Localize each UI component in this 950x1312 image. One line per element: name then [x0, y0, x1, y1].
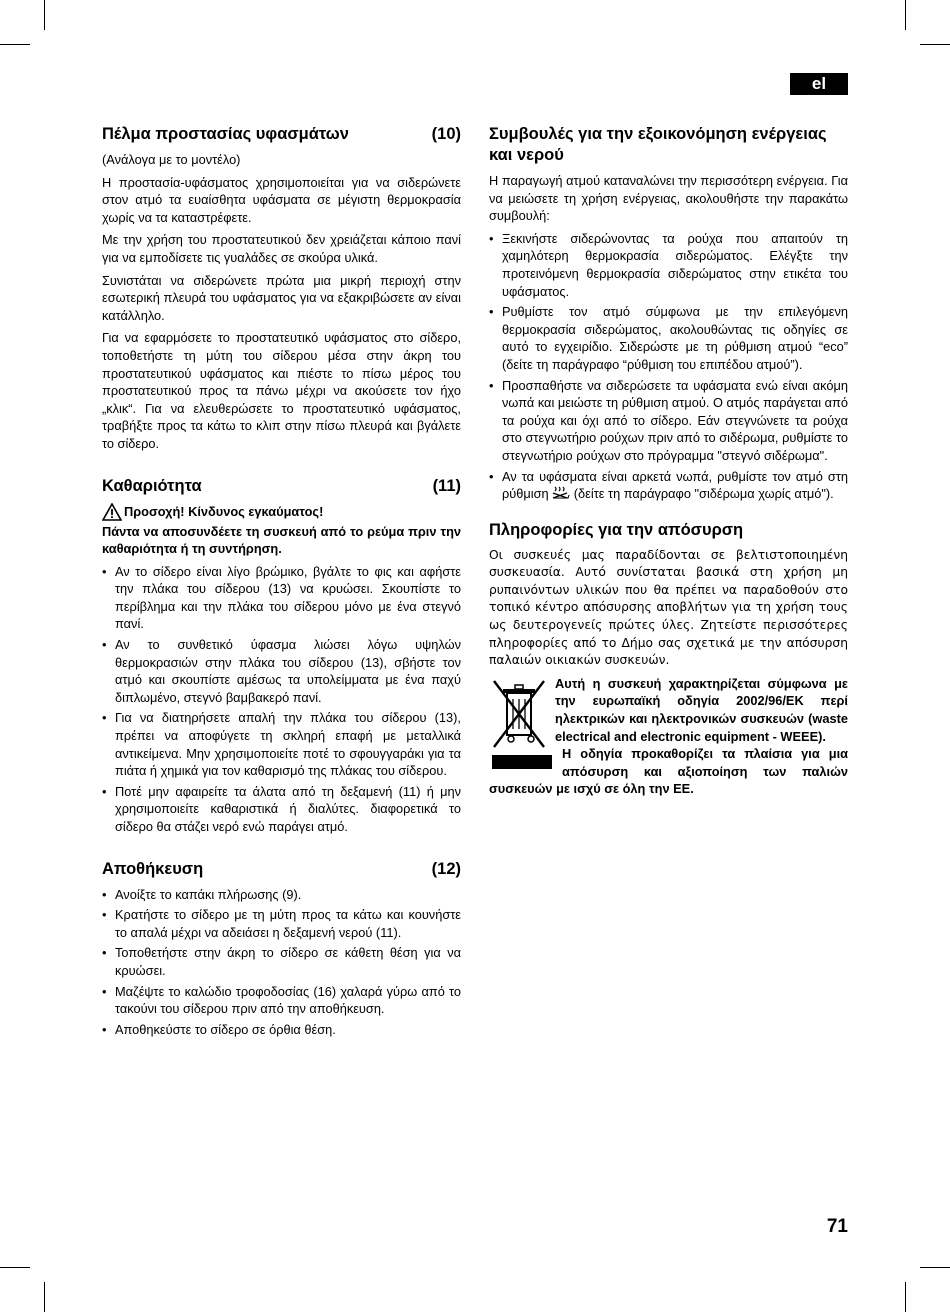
list-item-text: (δείτε τη παράγραφο "σιδέρωμα χωρίς ατμό").: [573, 486, 834, 502]
section-heading-storage: [102, 859, 461, 880]
section-number: (11): [432, 476, 461, 495]
list-item: • Ρυθμίστε τον ατμό σύμφωνα με την επιλεγόμενη θερμοκρασία σιδερώματος, ακολουθώντας τις οδηγίες σε αυτό το εγχειρίδιο. Σιδερώστε με τη ρύθμιση ατμού “eco” (δείτε τη παράγραφο “ρύθμιση του επιπέδου ατμού”).: [489, 303, 848, 373]
energy-list: [489, 230, 848, 503]
section-heading-disposal: [489, 520, 848, 541]
warning-line: [102, 503, 461, 521]
list-item: [489, 468, 848, 503]
section-heading-fabric-protector: [102, 124, 461, 145]
section-number: (12): [431, 859, 461, 878]
left-column: [102, 124, 461, 1043]
spacer: [102, 458, 461, 476]
weee-notice: [489, 675, 848, 798]
warning-triangle-icon: [102, 503, 122, 521]
paragraph: Με την χρήση του προστατευτικού δεν χρειάζεται κάποιο πανί για να εμποδίσετε τις γυαλάδες σε σκούρα υλικά.: [102, 232, 461, 265]
section-title: Καθαριότητα: [102, 476, 202, 495]
list-item: • Ξεκινήστε σιδερώνοντας τα ρούχα που απαιτούν τη χαμηλότερη θερμοκρασία σιδερώματος. Ελέγξτε την προτεινόμενη θερμοκρασία σιδερώματος στην ετικέτα του υφάσματος.: [489, 230, 848, 300]
weee-text: Αυτή η συσκευή χαρακτηρίζεται σύμφωνα με την ευρωπαϊκή οδηγία 2002/96/ΕΚ περί ηλεκτρικών και ηλεκτρονικών συσκευών (waste electrical and electronic equipment - WEEE).: [555, 675, 848, 744]
crop-mark: [44, 0, 45, 30]
list-item-text: Αν τα υφάσματα είναι αρκετά νωπά, ρυθμίστε τον ατμό στη ρύθμιση: [502, 468, 848, 502]
paragraph: Οι συσκευές μας παραδίδονται σε βελτιστοποιημένη συσκευασία. Αυτό συνίσταται βασικά στη χρήση μη ρυπαινόντων υλικών που θα πρέπει να παραδοθούν στο τοπικό κέντρο απόσυρσης αποβλήτων για τη χρήση τους ως δευτερογενείς πρώτες ύλες. Ζητείστε περισσότερες πληροφορίες από το Δήμο σας σχετικά με την απόσυρση παλαιών οικιακών συσκευών.: [489, 547, 848, 668]
section-title: Αποθήκευση: [102, 859, 204, 878]
paragraph: Η παραγωγή ατμού καταναλώνει την περισσότερη ενέργεια. Για να μειώσετε τη χρήση ενέργειας, ακολουθήστε την παρακάτω συμβουλή:: [489, 173, 848, 224]
list-item: • Ποτέ μην αφαιρείτε τα άλατα από τη δεξαμενή (11) ή μην χρησιμοποιείτε καθαριστικά ή διαλύτες. διαφορετικά το σίδερο θα στάζει νερό ενώ παράγει ατμό.: [102, 783, 461, 836]
crop-mark: [905, 0, 906, 30]
storage-list: [102, 886, 461, 1039]
crop-mark: [920, 44, 950, 45]
spacer: [102, 841, 461, 859]
paragraph: Η προστασία-υφάσματος χρησιμοποιείται για να σιδερώνετε στον ατμό τα ευαίσθητα υφάσματα σε μέγιστη θερμοκρασία χωρίς να τα καταστρέφετε.: [102, 174, 461, 225]
paragraph: (Ανάλογα με το μοντέλο): [102, 152, 241, 167]
list-item: • Αποθηκεύστε το σίδερο σε όρθια θέση.: [102, 1021, 461, 1039]
crop-mark: [905, 1282, 906, 1312]
crop-mark: [920, 1267, 950, 1268]
crop-mark: [44, 1282, 45, 1312]
section-title: Πέλμα προστασίας υφασμάτων: [102, 125, 349, 143]
section-title: Συμβουλές για την εξοικονόμηση ενέργειας και νερού: [489, 125, 827, 164]
list-item: • Αν το σίδερο είναι λίγο βρώμικο, βγάλτε το φις και αφήστε την πλάκα του σίδερου (13) να κρυώσει. Σκουπίστε το περίβλημα και την πλάκα του σίδερου μόνο με ένα στεγνό πανί.: [102, 563, 461, 633]
list-item: • Τοποθετήστε στην άκρη το σίδερο σε κάθετη θέση για να κρυώσει.: [102, 944, 461, 979]
paragraph: Συνιστάται να σιδερώνετε πρώτα μια μικρή περιοχή στην εσωτερική πλευρά του υφάσματος για να εξακριβώσετε αν είναι κατάλληλο.: [102, 272, 461, 323]
page-number: 71: [826, 1216, 848, 1237]
crossed-out-bin-icon: [491, 677, 547, 751]
list-item: • Προσπαθήστε να σιδερώσετε τα υφάσματα ενώ είναι ακόμη νωπά και μειώστε τη ρύθμιση ατμού. Ο ατμός παράγεται από τα ρούχα και όχι από το σίδερο. Εάν στεγνώνετε τα ρούχα στο στεγνωτήριο ρούχων πριν από το σιδέρωμα, ρυθμίστε το στεγνωτήριο ρούχων στο πρόγραμμα "στεγνό σιδέρωμα".: [489, 377, 848, 465]
no-steam-icon: [552, 486, 570, 499]
section-title: Πληροφορίες για την απόσυρση: [489, 520, 744, 539]
right-column: [489, 124, 848, 798]
language-badge: el: [790, 73, 848, 95]
warning-text: Προσοχή! Κίνδυνος εγκαύματος!: [124, 503, 324, 519]
list-item: • Κρατήστε το σίδερο με τη μύτη προς τα κάτω και κουνήστε το απαλά μέχρι να αδειάσει η δεξαμενή νερού (11).: [102, 906, 461, 941]
section-heading-energy-tips: [489, 124, 848, 166]
black-bar: [492, 755, 552, 769]
section-number: (10): [431, 125, 461, 143]
spacer: [489, 508, 848, 520]
list-item: • Για να διατηρήσετε απαλή την πλάκα του σίδερου (13), πρέπει να αποφύγετε τη σκληρή επαφή με μεταλλικά αντικείμενα. Μην χρησιμοποιείτε ποτέ το σφουγγαράκι για τα πιάτα ή χημικά για τον καθαρισμό της πλάκας του σίδερου.: [102, 709, 461, 779]
section-heading-cleaning: [102, 476, 461, 497]
crop-mark: [0, 44, 30, 45]
bold-instruction: Πάντα να αποσυνδέετε τη συσκευή από το ρεύμα πριν την καθαριότητα ή τη συντήρηση.: [102, 523, 461, 557]
list-item: • Αν το συνθετικό ύφασμα λιώσει λόγω υψηλών θερμοκρασιών στην πλάκα του σίδερου (13), σβήστε τον ατμό και σκουπίστε αμέσως τα υπολείμματα με ένα παχύ διπλωμένο, στεγνό βαμβακερό πανί.: [102, 636, 461, 706]
list-item: • Μαζέψτε το καλώδιο τροφοδοσίας (16) χαλαρά γύρω από το τακούνι του σίδερου πριν από την αποθήκευση.: [102, 983, 461, 1018]
disposal-text: [489, 547, 848, 670]
list-item: • Ανοίξτε το καπάκι πλήρωσης (9).: [102, 886, 461, 904]
paragraph: Για να εφαρμόσετε το προστατευτικό υφάσματος στο σίδερο, τοποθετήστε τη μύτη του σίδερου μέσα στην άκρη του προστατευτικού υφάσματος και πιέστε το πίσω μέρος του προστατευτικού προς τα πάνω μέχρι να ακούσετε τον ήχο „κλικ“. Για να ελευθερώσετε το προστατευτικό υφάσματος, τραβήξτε προς τα κάτω το κλιπ στην πίσω πλευρά και βγάλετε το σίδερο.: [102, 330, 461, 451]
directive-text: Η οδηγία προκαθορίζει τα πλαίσια για μια απόσυρση και αξιοποίηση των παλιών συσκευών με ισχύ σε όλη την ΕΕ.: [489, 746, 848, 797]
cleaning-list: [102, 563, 461, 836]
crop-mark: [0, 1267, 30, 1268]
